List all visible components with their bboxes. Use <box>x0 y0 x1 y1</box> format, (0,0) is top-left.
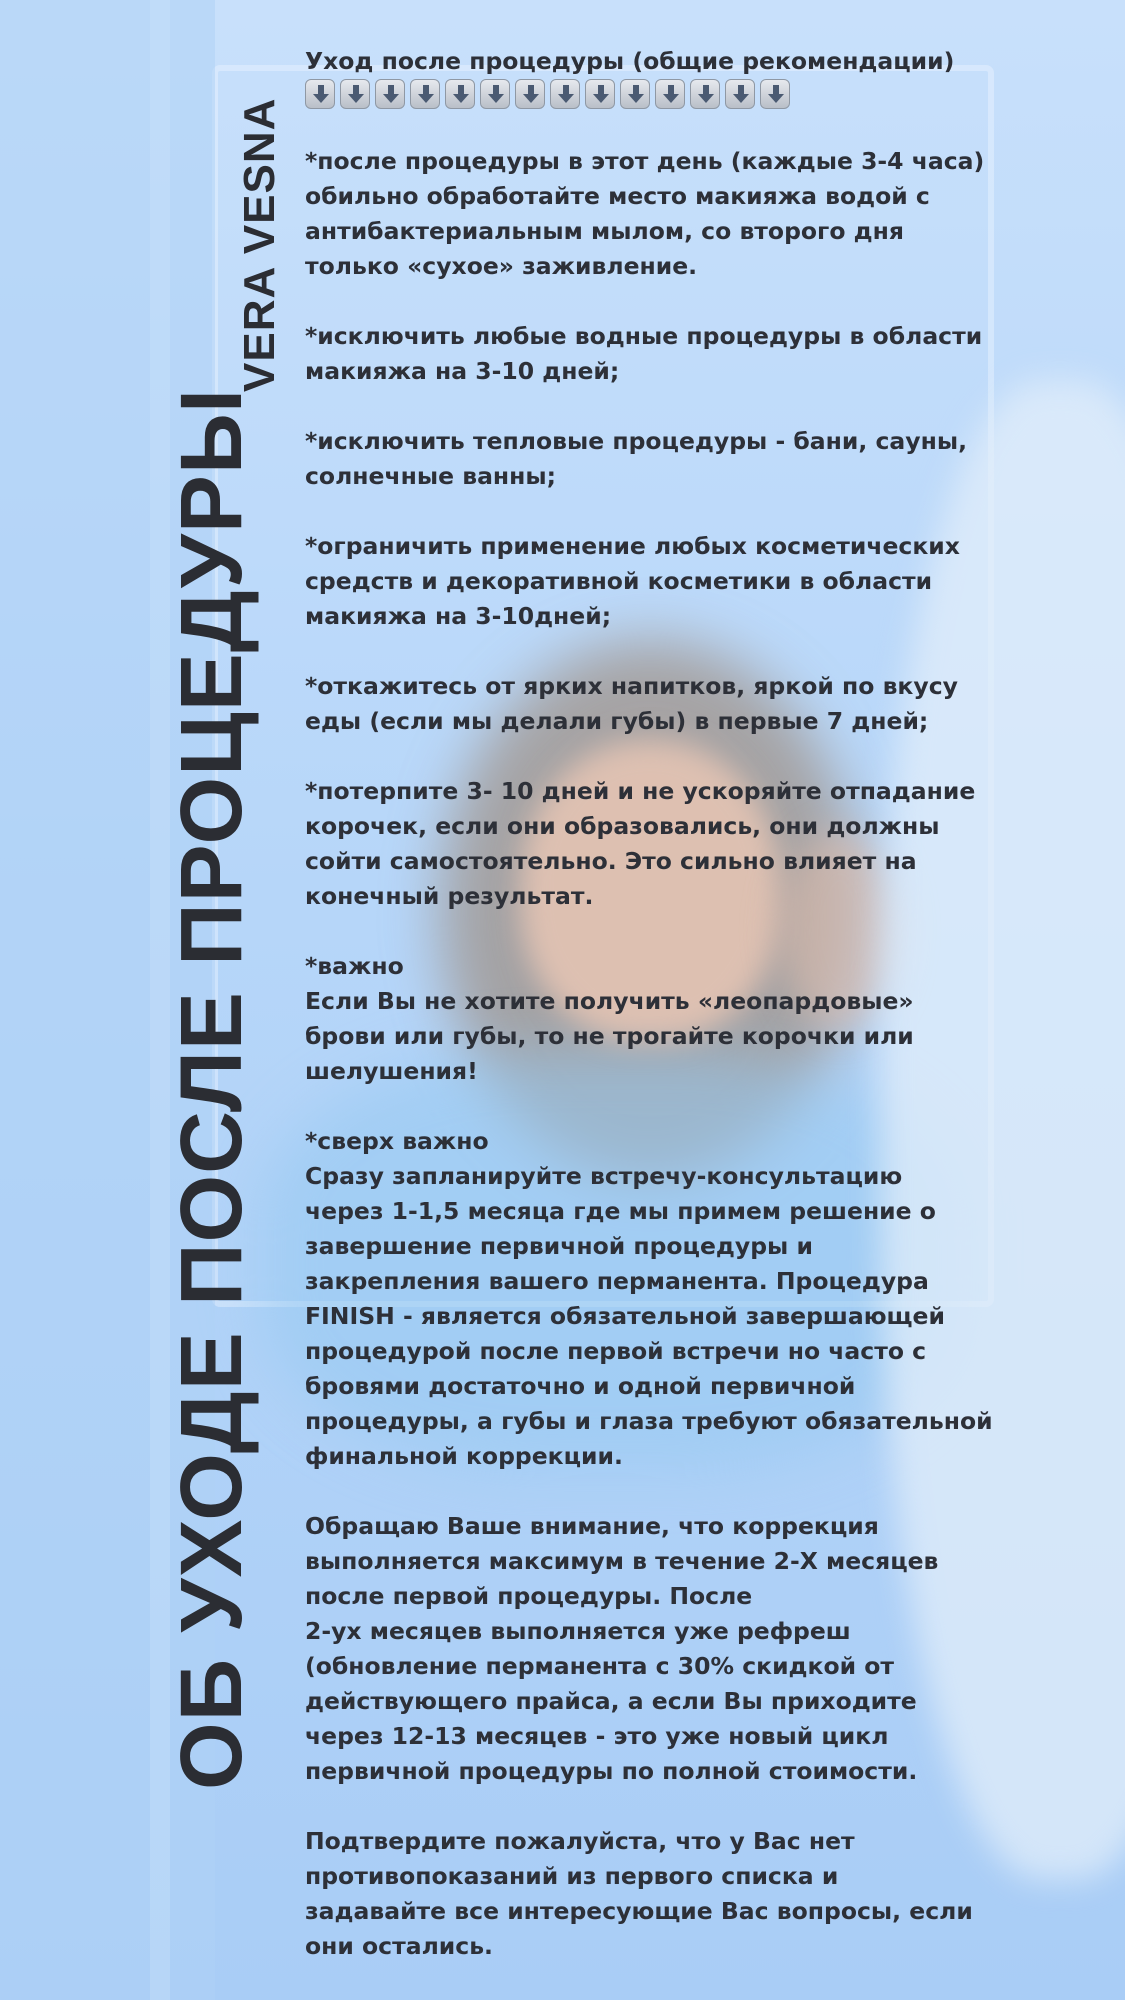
down-arrow-icon <box>340 79 370 109</box>
down-arrow-icon <box>410 79 440 109</box>
down-arrow-icon <box>445 79 475 109</box>
paragraph-list <box>305 144 1025 1964</box>
instruction-paragraph: *потерпите 3- 10 дней и не ускоряйте отпадание корочек, если они образовались, они должны сойти самостоятельно. Это сильно влияет на конечный результат. <box>305 777 976 910</box>
brand-name: VERA VESNA <box>235 97 284 392</box>
instruction-paragraph: *после процедуры в этот день (каждые 3-4 часа) обильно обработайте место макияжа водой с антибактериальным мылом, со второго дня только «сухое» заживление. <box>305 147 985 280</box>
instruction-paragraph: Обращаю Ваше внимание, что коррекция выполняется максимум в течение 2-Х месяцев после первой процедуры. После 2-ух месяцев выполняется уже рефреш (обновление перманента с 30% скидкой от действующего прайса, а если Вы приходите через 12-13 месяцев - это уже новый цикл первичной процедуры по полной стоимости. <box>305 1512 939 1785</box>
side-title: ОБ УХОДЕ ПОСЛЕ ПРОЦЕДУРЫ <box>163 387 260 1790</box>
care-instructions <box>305 44 1025 1999</box>
down-arrow-icon <box>620 79 650 109</box>
instruction-paragraph: *откажитесь от ярких напитков, яркой по вкусу еды (если мы делали губы) в первые 7 дней; <box>305 672 958 735</box>
instruction-paragraph: *ограничить применение любых косметических средств и декоративной косметики в области макияжа на 3-10дней; <box>305 532 960 630</box>
down-arrow-icon <box>725 79 755 109</box>
down-arrow-icon <box>480 79 510 109</box>
down-arrow-icon <box>760 79 790 109</box>
down-arrow-icon <box>375 79 405 109</box>
instruction-paragraph: Подтвердите пожалуйста, что у Вас нет противопоказаний из первого списка и задавайте все интересующие Вас вопросы, если они остались. <box>305 1827 973 1960</box>
down-arrow-icon <box>305 79 335 109</box>
instruction-paragraph: *сверх важно Сразу запланируйте встречу-консультацию через 1-1,5 месяца где мы примем решение о завершение первичной процедуры и закрепления вашего перманента. Процедура FINISH - является обязательной завершающей процедурой после первой встречи но часто с бровями достаточно и одной первичной процедуры, а губы и глаза требуют обязательной финальной коррекции. <box>305 1127 993 1470</box>
down-arrows-row <box>305 79 1025 109</box>
instruction-paragraph: *исключить тепловые процедуры - бани, сауны, солнечные ванны; <box>305 427 967 490</box>
down-arrow-icon <box>515 79 545 109</box>
instruction-paragraph: *исключить любые водные процедуры в области макияжа на 3-10 дней; <box>305 322 983 385</box>
down-arrow-icon <box>690 79 720 109</box>
instructions-heading: Уход после процедуры (общие рекомендации) <box>305 47 955 75</box>
down-arrow-icon <box>550 79 580 109</box>
down-arrow-icon <box>585 79 615 109</box>
down-arrow-icon <box>655 79 685 109</box>
instruction-paragraph: *важно Если Вы не хотите получить «леопардовые» брови или губы, то не трогайте корочки или шелушения! <box>305 952 914 1085</box>
